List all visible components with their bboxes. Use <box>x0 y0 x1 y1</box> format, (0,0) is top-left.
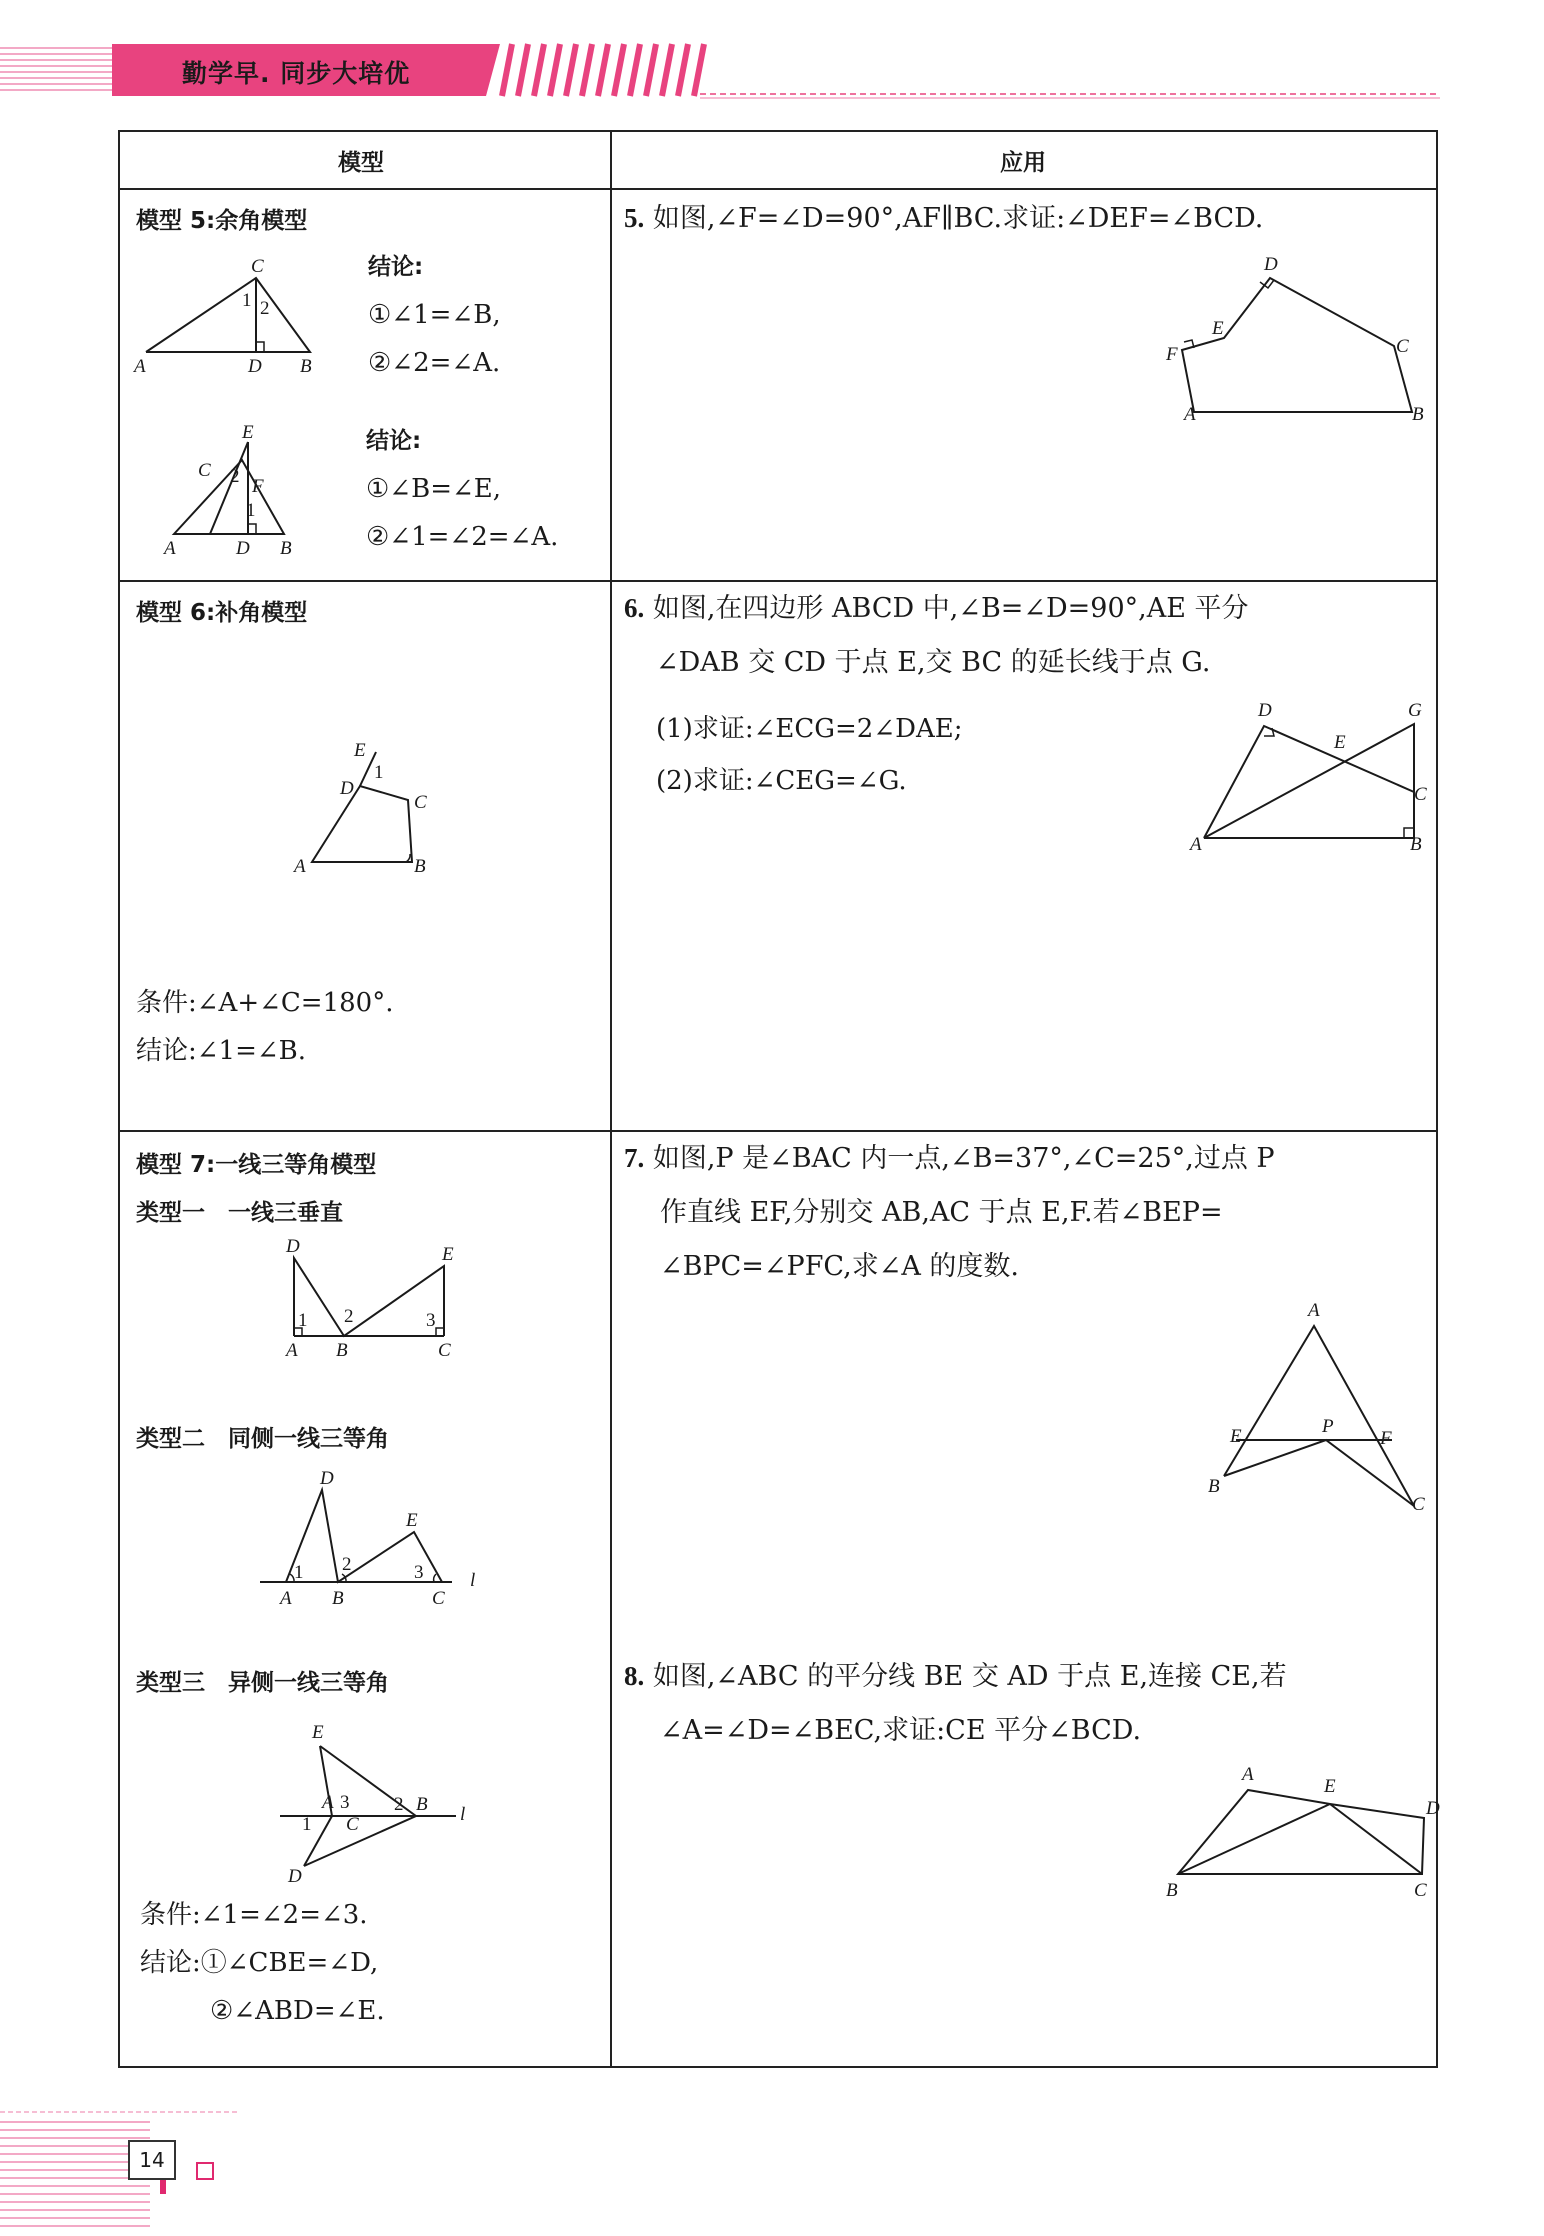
svg-text:A: A <box>1190 834 1202 855</box>
svg-text:B: B <box>332 1588 344 1609</box>
svg-text:C: C <box>1414 1880 1427 1901</box>
model6-condition: 条件:∠A+∠C=180°. <box>136 988 394 1018</box>
svg-text:D: D <box>1258 700 1272 721</box>
question-7-line-1 <box>624 1132 1275 1185</box>
question-6-statement-1: 如图,在四边形 ABCD 中,∠B=∠D=90°,AE 平分 <box>652 593 1249 624</box>
model5-conclusion-1-line-1: ①∠1=∠B, <box>368 300 501 330</box>
svg-text:E: E <box>406 1510 418 1531</box>
column-header-model: 模型 <box>338 150 384 176</box>
question-8-number: 8. <box>624 1661 645 1691</box>
svg-text:D: D <box>340 778 354 799</box>
model7-type-3: 类型三 异侧一线三等角 <box>136 1670 389 1696</box>
svg-text:1: 1 <box>374 762 384 783</box>
svg-text:E: E <box>1334 732 1346 753</box>
column-divider <box>610 132 612 2066</box>
svg-text:C: C <box>438 1340 451 1361</box>
svg-text:B: B <box>416 1794 428 1815</box>
model7-type-2: 类型二 同侧一线三等角 <box>136 1426 389 1452</box>
model7-type-1: 类型一 一线三垂直 <box>136 1200 343 1226</box>
question-7-line-3: ∠BPC=∠PFC,求∠A 的度数. <box>660 1251 1020 1282</box>
svg-text:C: C <box>1396 336 1409 357</box>
question-5-figure <box>1160 252 1430 432</box>
model5-conclusion-2-head: 结论: <box>366 428 422 454</box>
question-5-statement: 如图,∠F=∠D=90°,AF∥BC.求证:∠DEF=∠BCD. <box>652 203 1264 234</box>
svg-text:D: D <box>288 1866 302 1887</box>
svg-text:3: 3 <box>426 1310 436 1331</box>
model7-title: 模型 7:一线三等角模型 <box>136 1152 377 1178</box>
svg-text:D: D <box>1426 1798 1440 1819</box>
svg-text:A: A <box>1242 1764 1254 1785</box>
svg-text:D: D <box>286 1236 300 1257</box>
question-7-line-2: 作直线 EF,分别交 AB,AC 于点 E,F.若∠BEP= <box>660 1197 1223 1228</box>
question-5-number: 5. <box>624 203 645 233</box>
svg-text:D: D <box>248 356 262 377</box>
svg-text:E: E <box>1230 1426 1242 1447</box>
svg-text:B: B <box>1166 1880 1178 1901</box>
model7-type-1-figure <box>276 1236 456 1366</box>
svg-text:2: 2 <box>260 298 270 319</box>
page-number: 14 <box>128 2140 176 2180</box>
model5-conclusion-1-line-2: ②∠2=∠A. <box>368 348 501 378</box>
svg-text:B: B <box>300 356 312 377</box>
svg-text:F: F <box>1166 344 1178 365</box>
svg-text:A: A <box>294 856 306 877</box>
svg-text:l: l <box>470 1570 476 1591</box>
model5-figure-2 <box>158 420 308 560</box>
header-row-divider <box>120 188 1436 190</box>
svg-text:E: E <box>1212 318 1224 339</box>
svg-text:D: D <box>320 1468 334 1489</box>
svg-text:B: B <box>336 1340 348 1361</box>
svg-text:F: F <box>1380 1428 1392 1449</box>
header-title: 勤学早. 同步大培优 <box>182 59 411 88</box>
svg-text:C: C <box>1414 784 1427 805</box>
svg-text:2: 2 <box>394 1794 404 1815</box>
svg-text:1: 1 <box>246 500 256 521</box>
svg-text:3: 3 <box>340 1792 350 1813</box>
svg-text:A: A <box>164 538 176 559</box>
question-8-line-1 <box>624 1650 1287 1703</box>
model5-title: 模型 5:余角模型 <box>136 208 308 234</box>
model7-conclusion-1: 结论:①∠CBE=∠D, <box>140 1948 379 1978</box>
model5-conclusion-2-line-2: ②∠1=∠2=∠A. <box>366 522 559 552</box>
question-8-line-2: ∠A=∠D=∠BEC,求证:CE 平分∠BCD. <box>660 1715 1142 1746</box>
svg-text:B: B <box>1410 834 1422 855</box>
model7-conclusion-2: ②∠ABD=∠E. <box>210 1996 385 2026</box>
svg-text:E: E <box>1324 1776 1336 1797</box>
svg-text:C: C <box>346 1814 359 1835</box>
svg-text:E: E <box>312 1722 324 1743</box>
question-5-text <box>624 198 1263 240</box>
svg-text:l: l <box>460 1804 466 1825</box>
svg-text:2: 2 <box>344 1306 354 1327</box>
question-6-line-1 <box>624 582 1249 635</box>
svg-text:G: G <box>1408 700 1422 721</box>
svg-text:B: B <box>1412 404 1424 425</box>
svg-text:E: E <box>354 740 366 761</box>
square-icon <box>196 2162 214 2180</box>
svg-text:A: A <box>286 1340 298 1361</box>
svg-text:P: P <box>1322 1416 1334 1437</box>
question-6-number: 6. <box>624 593 645 623</box>
svg-text:A: A <box>134 356 146 377</box>
svg-text:B: B <box>1208 1476 1220 1497</box>
svg-text:B: B <box>414 856 426 877</box>
svg-text:A: A <box>1184 404 1196 425</box>
svg-text:1: 1 <box>302 1814 312 1835</box>
model5-figure-1 <box>134 252 334 382</box>
svg-text:C: C <box>1412 1494 1425 1515</box>
svg-text:C: C <box>414 792 427 813</box>
svg-text:F: F <box>252 476 264 497</box>
model6-title: 模型 6:补角模型 <box>136 600 308 626</box>
svg-text:3: 3 <box>414 1562 424 1583</box>
svg-text:A: A <box>1308 1300 1320 1321</box>
svg-text:1: 1 <box>298 1310 308 1331</box>
svg-text:C: C <box>432 1588 445 1609</box>
svg-text:2: 2 <box>230 466 240 487</box>
model6-figure <box>290 738 450 878</box>
svg-text:1: 1 <box>294 1562 304 1583</box>
svg-text:1: 1 <box>242 290 252 311</box>
question-7-figure <box>1196 1296 1436 1526</box>
svg-text:D: D <box>236 538 250 559</box>
question-6-sub-2: (2)求证:∠CEG=∠G. <box>656 766 907 796</box>
svg-text:E: E <box>242 422 254 443</box>
question-8-statement-1: 如图,∠ABC 的平分线 BE 交 AD 于点 E,连接 CE,若 <box>652 1661 1287 1692</box>
question-8-figure <box>1158 1756 1438 1906</box>
svg-text:E: E <box>442 1244 454 1265</box>
model7-condition: 条件:∠1=∠2=∠3. <box>140 1900 368 1930</box>
header-rule <box>700 92 1440 100</box>
model7-type-2-figure <box>256 1470 486 1610</box>
svg-text:C: C <box>198 460 211 481</box>
svg-text:A: A <box>280 1588 292 1609</box>
model5-conclusion-2-line-1: ①∠B=∠E, <box>366 474 502 504</box>
model7-type-3-figure <box>276 1716 476 1886</box>
model5-conclusion-1-head: 结论: <box>368 254 424 280</box>
question-6-sub-1: (1)求证:∠ECG=2∠DAE; <box>656 714 963 744</box>
question-7-statement-1: 如图,P 是∠BAC 内一点,∠B=37°,∠C=25°,过点 P <box>652 1143 1275 1174</box>
question-7-number: 7. <box>624 1143 645 1173</box>
svg-text:A: A <box>322 1792 334 1813</box>
column-header-application: 应用 <box>1000 150 1046 176</box>
svg-text:2: 2 <box>342 1554 352 1575</box>
question-6-figure <box>1186 696 1426 856</box>
svg-text:C: C <box>251 256 264 277</box>
svg-text:D: D <box>1264 254 1278 275</box>
question-6-line-2: ∠DAB 交 CD 于点 E,交 BC 的延长线于点 G. <box>656 647 1211 678</box>
model6-conclusion: 结论:∠1=∠B. <box>136 1036 307 1066</box>
svg-text:B: B <box>280 538 292 559</box>
